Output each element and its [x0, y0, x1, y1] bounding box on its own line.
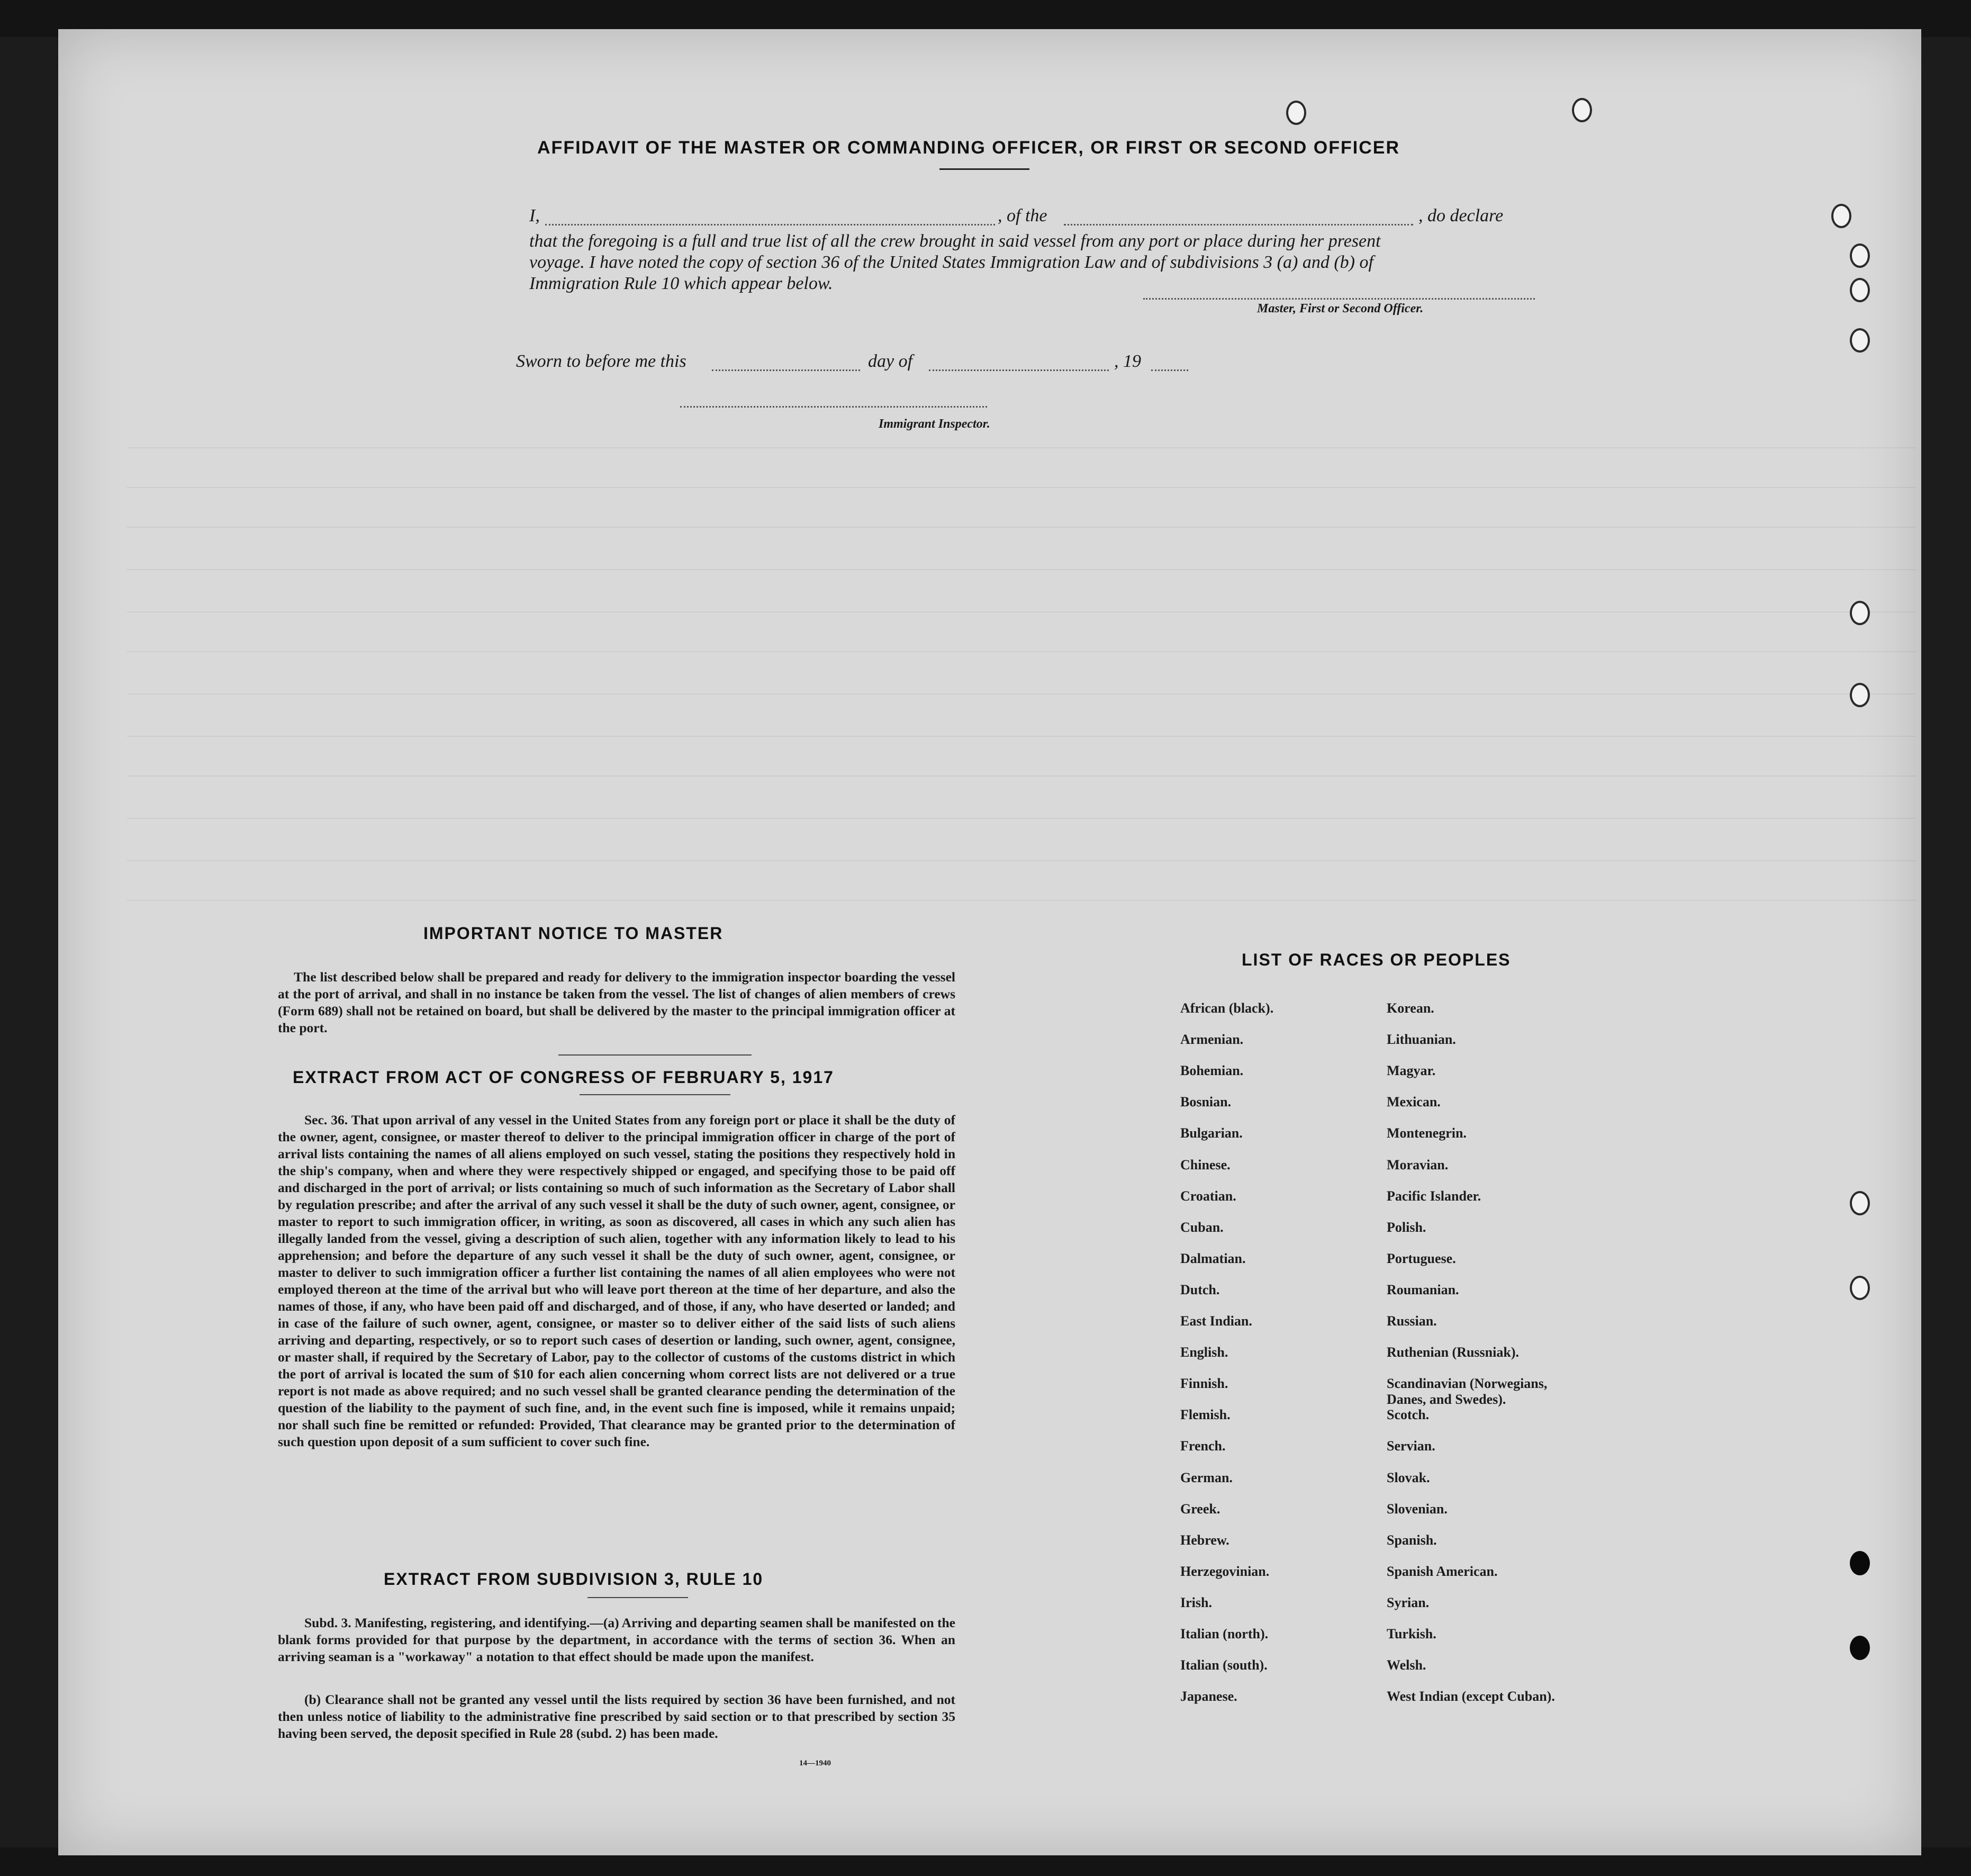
race-item: West Indian (except Cuban).	[1387, 1689, 1555, 1704]
race-item: Flemish.	[1180, 1407, 1231, 1423]
race-item: Spanish.	[1387, 1532, 1437, 1548]
race-item: Greek.	[1180, 1501, 1220, 1517]
inspector-signature-field[interactable]	[680, 406, 987, 408]
sworn-day-of: day of	[868, 351, 913, 371]
race-item: French.	[1180, 1438, 1226, 1454]
act-title-rule	[580, 1094, 730, 1095]
right-binding-edge	[1921, 37, 1971, 1847]
race-item: Italian (north).	[1180, 1626, 1269, 1642]
race-item: Bohemian.	[1180, 1063, 1244, 1079]
document-page	[58, 29, 1921, 1855]
race-item: Chinese.	[1180, 1157, 1231, 1172]
affidavit-line-2: that the foregoing is a full and true list of all the crew brought in said vessel from any port or place during her present	[529, 231, 1381, 251]
races-title: LIST OF RACES OR PEOPLES	[1242, 950, 1511, 969]
race-item: Cuban.	[1180, 1219, 1224, 1235]
vessel-prefix: , of the	[998, 206, 1047, 226]
punch-hole	[1286, 101, 1306, 125]
inspector-caption: Immigrant Inspector.	[879, 417, 990, 431]
race-item: Ruthenian (Russniak).	[1387, 1345, 1519, 1360]
affidavit-line-3: voyage. I have noted the copy of section 36 of the United States Immigration Law and of subdivisions 3 (a) and (b) of	[529, 252, 1373, 272]
race-item: Pacific Islander.	[1387, 1188, 1481, 1204]
race-item: Montenegrin.	[1387, 1125, 1467, 1141]
punch-hole-filled	[1850, 1636, 1870, 1660]
race-item: Welsh.	[1387, 1657, 1426, 1673]
race-item: Scotch.	[1387, 1407, 1430, 1423]
punch-hole	[1572, 98, 1592, 122]
race-item: Armenian.	[1180, 1032, 1244, 1048]
notice-text: The list described below shall be prepared and ready for delivery to the immigration inspector boarding the vessel at the port of arrival, and shall in no instance be taken from the vessel. The list of changes of alien members of crews (Form 689) shall not be retained on board, but shall be delivered by the master to the principal immigration officer at the port.	[278, 969, 955, 1035]
race-item: Finnish.	[1180, 1376, 1228, 1392]
notice-divider	[558, 1054, 752, 1056]
punch-hole	[1850, 683, 1870, 707]
punch-hole-filled	[1850, 1551, 1870, 1575]
race-item: Polish.	[1387, 1219, 1426, 1235]
form-number: 14—1940	[799, 1759, 831, 1767]
rule-para-b: (b) Clearance shall not be granted any vessel until the lists required by section 36 have been furnished, and not then unless notice of liability to the administrative fine prescribed by said section or to that prescribed by section 35 having been served, the deposit specified in Rule 28 (subd. 2) has been made.	[278, 1692, 955, 1741]
race-item: Dutch.	[1180, 1282, 1220, 1297]
master-signature-field[interactable]	[1143, 298, 1535, 300]
race-item: Bulgarian.	[1180, 1125, 1243, 1141]
rule-extract-title: EXTRACT FROM SUBDIVISION 3, RULE 10	[384, 1570, 764, 1589]
race-item: Croatian.	[1180, 1188, 1236, 1204]
punch-hole	[1850, 243, 1870, 268]
act-extract-text: Sec. 36. That upon arrival of any vessel in the United States from any foreign port or place it shall be the duty of the owner, agent, consignee, or master thereof to deliver to the principal immigration officer in charge of the port of arrival lists containing the names of all aliens employed on such vessel, stating the positions they respectively hold in the ship's company, when and where they were respectively shipped or engaged, and specifying those to be paid off and discharged in the port of arrival; or lists containing so much of such information as the Secretary of Labor shall by regulation prescribe; and after the arrival of any such vessel it shall be the duty of such owner, agent, consignee, or master to report to such immigration officer, in writing, as soon as discovered, all cases in which any such alien has illegally landed from the vessel, giving a description of such alien, together with any information likely to lead to his apprehension; and before the departure of any such vessel it shall be the duty of such owner, agent, consignee, or master to deliver to such immigration officer a further list containing the names of all alien employees who were not employed thereon at the time of the arrival but who will leave port thereon at the time of her departure, and also the names of those, if any, who have been paid off and discharged, and of those, if any, who have deserted or landed; and in case of the failure of such owner, agent, consignee, or master so to deliver either of the said lists of such aliens arriving and departing, respectively, or so to report such cases of desertion or landing, such owner, agent, consignee, or master shall, if required by the Secretary of Labor, pay to the collector of customs of the customs district in which the port of arrival is located the sum of $10 for each alien concerning whom correct lists are not delivered or a true report is not made as above required; and no such vessel shall be granted clearance pending the determination of the question of the liability to the payment of such fine, and, in the event such fine is imposed, while it remains unpaid; nor shall such fine be remitted or refunded: Provided, That clearance may be granted prior to the determination of such question upon deposit of a sum sufficient to cover such fine.	[278, 1112, 955, 1449]
punch-hole	[1850, 278, 1870, 302]
race-item: Japanese.	[1180, 1689, 1237, 1704]
race-item: Turkish.	[1387, 1626, 1436, 1642]
declarant-prefix: I,	[529, 206, 540, 226]
race-item: East Indian.	[1180, 1313, 1252, 1329]
vessel-name-field[interactable]	[1064, 224, 1413, 226]
rule-para-a: Subd. 3. Manifesting, registering, and identifying.—(a) Arriving and departing seamen shall be manifested on the blank forms provided for that purpose by the department, in accordance with the terms of section 36. When an arriving seaman is a "workaway" a notation to that effect should be made upon the manifest.	[278, 1615, 955, 1664]
affidavit-title: AFFIDAVIT OF THE MASTER OR COMMANDING OFFICER, OR FIRST OR SECOND OFFICER	[537, 138, 1400, 158]
sworn-month-field[interactable]	[929, 369, 1109, 371]
race-item: Italian (south).	[1180, 1657, 1268, 1673]
race-item: Scandinavian (Norwegians, Danes, and Swedes).	[1387, 1376, 1548, 1408]
race-item: Slovenian.	[1387, 1501, 1448, 1517]
affidavit-line-4: Immigration Rule 10 which appear below.	[529, 274, 833, 293]
race-item: African (black).	[1180, 1000, 1274, 1016]
declarant-name-field[interactable]	[545, 224, 995, 226]
race-item: German.	[1180, 1469, 1233, 1485]
race-item: Russian.	[1387, 1313, 1437, 1329]
sworn-prefix: Sworn to before me this	[516, 351, 686, 371]
race-item: Herzegovinian.	[1180, 1563, 1270, 1579]
race-item: Bosnian.	[1180, 1094, 1232, 1110]
race-item: Portuguese.	[1387, 1250, 1456, 1266]
race-item: Irish.	[1180, 1594, 1212, 1610]
race-item: Roumanian.	[1387, 1282, 1459, 1297]
race-item: English.	[1180, 1345, 1228, 1360]
race-item: Moravian.	[1387, 1157, 1449, 1172]
race-item: Mexican.	[1387, 1094, 1441, 1110]
punch-hole	[1850, 1191, 1870, 1215]
sworn-year-field[interactable]	[1151, 369, 1188, 371]
rule-title-rule	[587, 1597, 688, 1598]
punch-hole	[1850, 1276, 1870, 1300]
race-item: Slovak.	[1387, 1469, 1430, 1485]
race-item: Hebrew.	[1180, 1532, 1229, 1548]
race-item: Lithuanian.	[1387, 1032, 1456, 1048]
master-signature-caption: Master, First or Second Officer.	[1257, 302, 1424, 315]
left-binding-edge	[0, 37, 58, 1847]
affidavit-title-rule	[939, 168, 1029, 170]
race-item: Servian.	[1387, 1438, 1435, 1454]
race-item: Korean.	[1387, 1000, 1434, 1016]
declare-suffix: , do declare	[1418, 206, 1504, 226]
act-extract-title: EXTRACT FROM ACT OF CONGRESS OF FEBRUARY 5, 1917	[293, 1068, 834, 1087]
punch-hole	[1831, 204, 1851, 228]
punch-hole	[1850, 328, 1870, 353]
sworn-year-prefix: , 19	[1114, 351, 1141, 371]
notice-title: IMPORTANT NOTICE TO MASTER	[423, 924, 724, 943]
sworn-day-field[interactable]	[712, 369, 860, 371]
punch-hole	[1850, 601, 1870, 625]
race-item: Magyar.	[1387, 1063, 1436, 1079]
race-item: Spanish American.	[1387, 1563, 1498, 1579]
race-item: Dalmatian.	[1180, 1250, 1246, 1266]
race-item: Syrian.	[1387, 1594, 1430, 1610]
